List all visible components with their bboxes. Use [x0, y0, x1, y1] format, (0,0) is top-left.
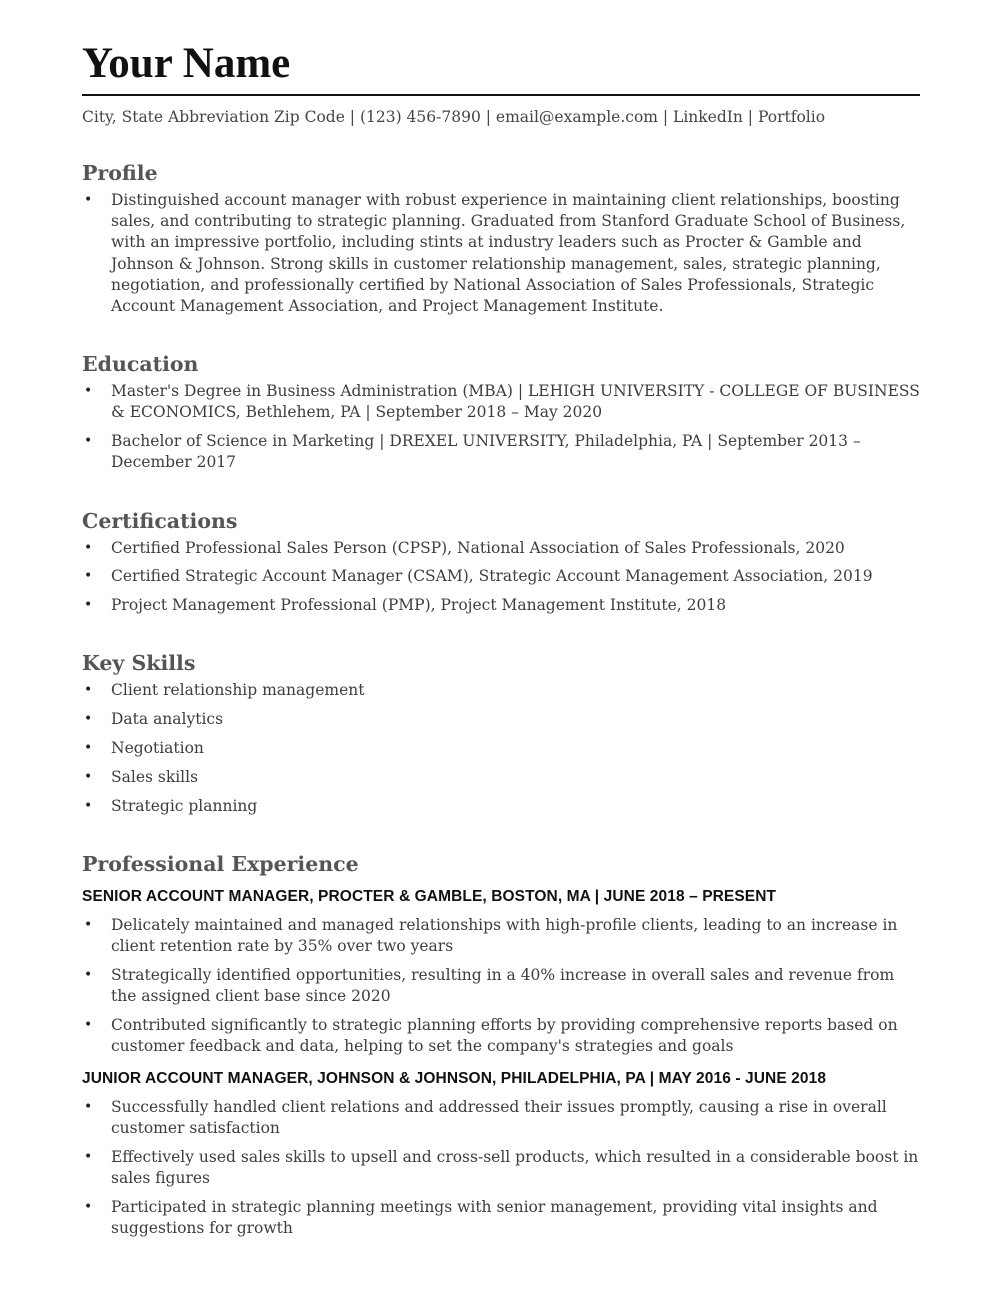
profile-heading: Profile [82, 161, 158, 185]
certifications-section [82, 508, 920, 617]
job-entry [82, 887, 920, 1057]
list-item [82, 381, 920, 423]
list-item [82, 1097, 920, 1139]
list-item [82, 709, 920, 730]
list-item-text: Client relationship management [111, 681, 365, 700]
experience-section [82, 851, 920, 1240]
profile-section [82, 160, 920, 317]
key-skills-list [82, 680, 920, 816]
education-list [82, 381, 920, 473]
list-item-text: Participated in strategic planning meetings with senior management, providing vital insights and suggestions for growth [111, 1198, 878, 1238]
bullet-icon: • [84, 568, 93, 585]
list-item-text: Strategic planning [111, 796, 258, 815]
job-duties-list [82, 1097, 920, 1239]
education-section [82, 351, 920, 473]
list-item [82, 566, 920, 587]
list-item-text: Effectively used sales skills to upsell and cross-sell products, which resulted in a considerable boost in sales figures [111, 1148, 919, 1188]
bullet-icon: • [84, 192, 93, 208]
bullet-icon: • [84, 711, 93, 728]
bullet-icon: • [84, 539, 93, 556]
list-item-text: Successfully handled client relations and addressed their issues promptly, causing a rise in overall customer satisfaction [111, 1098, 887, 1138]
list-item-text: Contributed significantly to strategic planning efforts by providing comprehensive reports based on customer feedback and data, helping to set the company's strategies and goals [111, 1015, 898, 1056]
key-skills-section [82, 650, 920, 816]
bullet-icon: • [84, 966, 93, 983]
bullet-icon: • [84, 433, 93, 450]
bullet-icon: • [84, 1016, 93, 1033]
bullet-icon: • [84, 740, 93, 757]
list-item [82, 431, 920, 473]
list-item-text: Project Management Professional (PMP), Project Management Institute, 2018 [111, 596, 727, 615]
list-item-text: Bachelor of Science in Marketing | DREXEL UNIVERSITY, Philadelphia, PA | September 2013 – December 2017 [111, 432, 861, 472]
list-item-text: Delicately maintained and managed relationships with high-profile clients, leading to an increase in client retention rate by 35% over two years [111, 915, 898, 956]
list-item [82, 538, 920, 559]
list-item-text: Distinguished account manager with robust experience in maintaining client relationships, boosting sales, and contributing to strategic planning. Graduated from Stanford Graduate School of Business, with an impressive portfolio, including stints at industry leaders such as Procter & Gamble and Johnson & Johnson. Strong skills in customer relationship management, sales, strategic planning, negotiation, and professionally certified by National Association of Sales Professionals, Strategic Account Management Association, and Project Management Institute. [111, 191, 906, 316]
list-item [82, 767, 920, 788]
list-item [82, 190, 920, 317]
bullet-icon: • [84, 597, 93, 614]
list-item [82, 1015, 920, 1057]
education-heading: Education [82, 352, 199, 377]
job-duties-list [82, 915, 920, 1057]
list-item [82, 738, 920, 759]
job-title: SENIOR ACCOUNT MANAGER, PROCTER & GAMBLE, BOSTON, MA | JUNE 2018 – PRESENT [82, 887, 777, 905]
list-item [82, 1147, 920, 1189]
list-item [82, 595, 920, 616]
list-item [82, 796, 920, 817]
list-item [82, 1197, 920, 1239]
profile-list [82, 190, 920, 317]
certifications-heading: Certifications [82, 508, 238, 533]
list-item-text: Negotiation [111, 739, 204, 758]
list-item-text: Strategically identified opportunities, resulting in a 40% increase in overall sales and revenue from the assigned client base since 2020 [111, 965, 895, 1006]
list-item-text: Certified Professional Sales Person (CPSP), National Association of Sales Professionals, 2020 [111, 538, 845, 557]
list-item-text: Data analytics [111, 710, 224, 729]
list-item-text: Certified Strategic Account Manager (CSAM), Strategic Account Management Association, 2019 [111, 567, 873, 586]
bullet-icon: • [84, 383, 93, 400]
certifications-list [82, 538, 920, 617]
candidate-name: Your Name [82, 40, 920, 96]
list-item [82, 915, 920, 957]
list-item-text: Master's Degree in Business Administration (MBA) | LEHIGH UNIVERSITY - COLLEGE OF BUSINESS & ECONOMICS, Bethlehem, PA | September 2018 – May 2020 [111, 382, 920, 422]
job-entry [82, 1069, 920, 1239]
job-title: JUNIOR ACCOUNT MANAGER, JOHNSON & JOHNSON, PHILADELPHIA, PA | MAY 2016 - JUNE 2018 [82, 1070, 827, 1088]
list-item-text: Sales skills [111, 767, 199, 786]
bullet-icon: • [84, 1149, 93, 1166]
bullet-icon: • [84, 1199, 93, 1216]
contact-line: City, State Abbreviation Zip Code | (123) 456-7890 | email@example.com | LinkedIn | Portfolio [82, 108, 826, 126]
resume-page [82, 40, 920, 1252]
bullet-icon: • [84, 768, 93, 785]
key-skills-heading: Key Skills [82, 651, 196, 676]
bullet-icon: • [84, 682, 93, 699]
bullet-icon: • [84, 797, 93, 814]
bullet-icon: • [84, 1099, 93, 1116]
bullet-icon: • [84, 916, 93, 933]
experience-heading: Professional Experience [82, 851, 359, 876]
list-item [82, 680, 920, 701]
list-item [82, 965, 920, 1007]
